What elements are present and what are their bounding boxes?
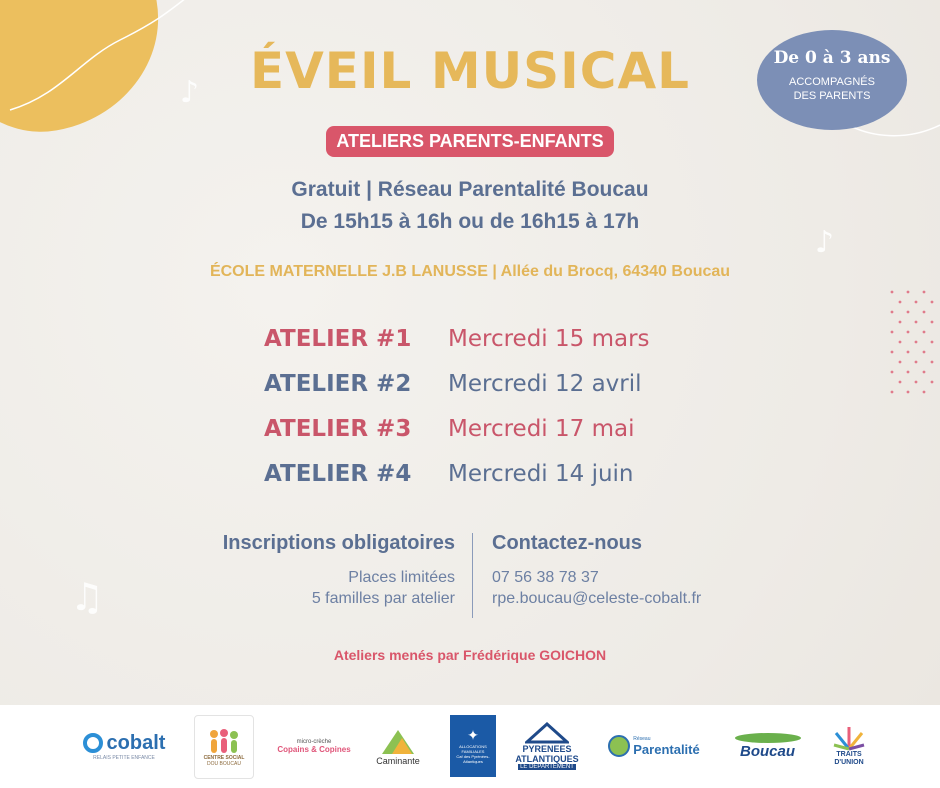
parentalite-sub: Réseau xyxy=(633,735,651,742)
pyrenees-sub: LE DEPARTEMENT xyxy=(520,764,574,770)
partner-logos-bar xyxy=(0,705,940,788)
cobalt-text: cobalt xyxy=(106,731,166,754)
contact-email[interactable]: rpe.boucau@celeste-cobalt.fr xyxy=(492,590,702,607)
info-line-hours: De 15h15 à 16h ou de 16h15 à 17h xyxy=(300,210,640,233)
caf-sub: Caf des Pyrénées-Atlantiques xyxy=(456,754,490,764)
decorative-dot xyxy=(891,311,894,314)
decorative-dot xyxy=(891,331,894,334)
atelier-date: Mercredi 15 mars xyxy=(448,325,650,352)
atelier-row xyxy=(264,316,650,361)
decorative-dot xyxy=(891,371,894,374)
decorative-dot xyxy=(907,331,910,334)
decorative-dot xyxy=(931,301,934,304)
atelier-label: ATELIER #4 xyxy=(264,460,412,487)
decorative-dot xyxy=(923,371,926,374)
centre-social-text: CENTRE SOCIAL xyxy=(203,755,245,761)
caf-logo xyxy=(450,715,496,777)
badge-subtitle: ACCOMPAGNÉS DES PARENTS xyxy=(789,76,875,102)
caf-icon: ✦ xyxy=(467,728,479,744)
atelier-label: ATELIER #3 xyxy=(264,415,412,442)
decorative-dot xyxy=(907,311,910,314)
atelier-list xyxy=(264,316,650,496)
decorative-dot xyxy=(923,351,926,354)
decorative-dot xyxy=(931,341,934,344)
contact-phone[interactable]: 07 56 38 78 37 xyxy=(492,569,599,586)
decorative-dot xyxy=(899,321,902,324)
centre-social-sub: DOU BOUCAU xyxy=(207,761,241,767)
divider xyxy=(472,533,473,618)
traits-union-logo xyxy=(826,715,872,777)
decorative-dot xyxy=(931,361,934,364)
music-note-icon: ♪ xyxy=(815,225,835,260)
decorative-dot xyxy=(907,351,910,354)
traits-union-text: TRAITS D'UNION xyxy=(834,751,864,766)
contact-block xyxy=(492,532,812,609)
decorative-dot xyxy=(923,311,926,314)
address: ÉCOLE MATERNELLE J.B LANUSSE | Allée du Brocq, 64340 Boucau xyxy=(209,263,731,280)
decorative-dot xyxy=(899,341,902,344)
atelier-row xyxy=(264,451,650,496)
decorative-dot xyxy=(891,391,894,394)
copains-logo xyxy=(275,715,353,777)
decorative-dot xyxy=(907,291,910,294)
boucau-logo xyxy=(730,715,805,777)
atelier-date: Mercredi 14 juin xyxy=(448,460,634,487)
hands-icon xyxy=(608,735,630,757)
decorative-dot xyxy=(907,391,910,394)
cobalt-sub: RELAIS PETITE ENFANCE xyxy=(93,754,155,761)
subtitle-pill: ATELIERS PARENTS-ENFANTS xyxy=(326,126,613,157)
decorative-dot xyxy=(899,361,902,364)
music-note-icon: ♫ xyxy=(70,575,105,619)
decorative-dot xyxy=(923,391,926,394)
copains-text: Copains & Copines xyxy=(277,744,351,754)
decorative-dot xyxy=(931,381,934,384)
pyrenees-text: PYRENEES ATLANTIQUES xyxy=(515,744,579,764)
parentalite-logo xyxy=(606,715,702,777)
caminante-text: Caminante xyxy=(376,756,420,766)
decorative-dot xyxy=(915,361,918,364)
contact-heading: Contactez-nous xyxy=(492,532,642,554)
music-note-icon: ♪ xyxy=(180,75,200,110)
info-line-network: Gratuit | Réseau Parentalité Boucau xyxy=(291,178,649,201)
decorative-dot xyxy=(907,371,910,374)
decorative-dot xyxy=(915,301,918,304)
atelier-label: ATELIER #1 xyxy=(264,325,412,352)
decorative-dot xyxy=(931,321,934,324)
atelier-date: Mercredi 17 mai xyxy=(448,415,635,442)
boucau-text: Boucau xyxy=(739,742,795,760)
star-burst-icon xyxy=(832,725,866,751)
decorative-dot xyxy=(899,301,902,304)
caf-text: ALLOCATIONS FAMILIALES xyxy=(459,744,487,754)
facilitator-credit: Ateliers menés par Frédérique GOICHON xyxy=(333,647,607,663)
copains-sub: micro-crèche xyxy=(296,738,332,745)
decorative-dot xyxy=(915,341,918,344)
decorative-dot xyxy=(915,381,918,384)
people-icon xyxy=(206,727,242,755)
atelier-row xyxy=(264,361,650,406)
cobalt-logo xyxy=(78,715,170,777)
atelier-label: ATELIER #2 xyxy=(264,370,412,397)
pyrenees-logo xyxy=(512,715,582,777)
decorative-dot xyxy=(891,291,894,294)
mountain-icon xyxy=(378,726,418,756)
caminante-logo xyxy=(368,715,428,777)
cobalt-icon xyxy=(83,733,103,753)
inscriptions-block xyxy=(150,532,455,609)
decorative-dot xyxy=(923,291,926,294)
page-title: ÉVEIL MUSICAL xyxy=(249,42,691,100)
inscriptions-line: Places limitées xyxy=(348,569,455,586)
mountain-icon xyxy=(525,722,569,744)
inscriptions-heading: Inscriptions obligatoires xyxy=(222,532,455,554)
atelier-row xyxy=(264,406,650,451)
decorative-dot xyxy=(899,381,902,384)
badge-title: De 0 à 3 ans xyxy=(773,48,891,68)
inscriptions-line: 5 familles par atelier xyxy=(311,590,455,607)
centre-social-logo xyxy=(194,715,254,779)
parentalite-text: Parentalité xyxy=(633,741,700,757)
decorative-dots xyxy=(888,288,940,398)
boucau-wave xyxy=(735,733,801,743)
decorative-dot xyxy=(891,351,894,354)
atelier-date: Mercredi 12 avril xyxy=(448,370,642,397)
decorative-dot xyxy=(915,321,918,324)
decorative-dot xyxy=(923,331,926,334)
